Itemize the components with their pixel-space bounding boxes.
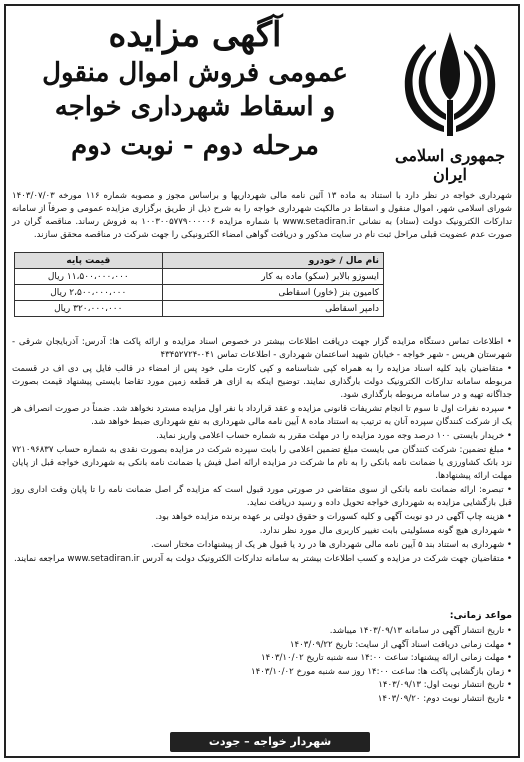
title-line-3: و اسقاط شهرداری خواجه <box>54 92 336 122</box>
condition-item: • شهرداری هیچ گونه مسئولیتی بابت تغییر کاربری مال مورد نظر ندارد. <box>259 526 512 536</box>
item-price: ۲،۵۰۰،۰۰۰،۰۰۰ ریال <box>15 285 163 301</box>
iran-emblem-icon <box>388 24 512 144</box>
condition-item: • سپرده نفرات اول تا سوم تا انجام تشریفات قانونی مزایده و عقد قرارداد با نفر اول مزایده مسترد نخواهد شد. ضمناً در صورت انصراف هر یک از شرکت کنندگان سپرده آنان به ترتیب به استناد ماده ۸ آیین نامه مالی شهرداری به نفع شهرداری ضبط خواهد شد. <box>12 404 512 427</box>
condition-item: • خریدار بایستی ۱۰۰ درصد وجه مورد مزایده را در مهلت مقرر به شماره حساب اعلامی واریز نماید. <box>156 431 512 441</box>
date-item: • تاریخ انتشار آگهی در سامانه ۱۴۰۳/۰۹/۱۳ میباشد. <box>329 626 512 636</box>
condition-item: • شهرداری به استناد بند ۵ آیین نامه مالی شهرداری ها در رد یا قبول هر یک از پیشنهادات مختار است. <box>151 540 512 550</box>
table-row <box>15 269 384 285</box>
dates-heading: مواعد زمانی: <box>449 610 512 621</box>
items-table <box>14 252 384 317</box>
title-stage: مرحله دوم - نوبت دوم <box>71 131 319 161</box>
item-name: دامپر اسقاطی <box>162 301 383 317</box>
title-block <box>10 10 380 164</box>
header <box>10 10 514 188</box>
condition-item: • هزینه چاپ آگهی در دو نوبت آگهی و کلیه کسورات و حقوق دولتی بر عهده برنده مزایده خواهد بود. <box>155 512 512 522</box>
table-header-row <box>15 253 384 269</box>
date-item: • مهلت زمانی ارائه پیشنهاد: ساعت ۱۴:۰۰ سه شنبه تاریخ ۱۴۰۳/۱۰/۰۲ <box>260 653 512 663</box>
intro-paragraph: شهرداری خواجه در نظر دارد با استناد به ماده ۱۳ آئین نامه مالی شهرداریها و براساس مجوز و مصوبه شماره ۱۱۶ مورخه ۱۴۰۳/۰۷/۰۳ شورای اسلامی شهر، اموال منقول و اسقاط در مالکیت شهرداری خواجه را به شرح ذیل از طریق برگزاری مزایده عمومی و صرفاً از سامانه تدارکات الکترونیک دولت (ستاد) به نشانی www.setadiran.ir با شماره مزایده ۱۰۰۳۰۰۵۷۷۹۰۰۰۰۰۶ به فروش رساند. مناقصه گران در صورت عدم عضویت قبلی مراحل ثبت نام در سایت مذکور و دریافت گواهی امضاء الکترونیکی را جهت شرکت در مناقصه محقق سازند. <box>12 191 513 240</box>
condition-item: • مبلغ تضمین: شرکت کنندگان می بایست مبلغ تضمین اعلامی را بابت سپرده شرکت در مزایده بصورت نقدی به شماره حساب ۷۲۱۰۹۶۸۳۷ نزد بانک کشاورزی یا ضمانت نامه بانکی را به نام ما شرکت در مزایده ارائه اصل فیش یا ضمانت نامه بانکی به شهرداری خواجه قبل از پایان مهلت ارائه پیشنهادها. <box>12 445 512 481</box>
item-name: کامیون بنز (خاور) اسقاطی <box>162 285 383 301</box>
item-price: ۳۲۰،۰۰۰،۰۰۰ ریال <box>15 301 163 317</box>
table-row <box>15 285 384 301</box>
title-main: آگهی مزایده <box>108 15 282 55</box>
table-row <box>15 301 384 317</box>
column-header-price: قیمت پایه <box>15 253 163 269</box>
emblem-caption: جمهوری اسلامی ایران <box>395 146 505 184</box>
dates-list <box>12 625 512 706</box>
column-header-name: نام مال / خودرو <box>162 253 383 269</box>
item-price: ۱۱،۵۰۰،۰۰۰،۰۰۰ ریال <box>15 269 163 285</box>
condition-item: • متقاضیان جهت شرکت در مزایده و کسب اطلاعات بیشتر به سامانه تدارکات الکترونیک دولت به آدرس www.setadiran.ir مراجعه نمایند. <box>13 554 512 564</box>
footer-signature: شهردار خواجه – جودت <box>170 732 370 752</box>
date-item: • تاریخ انتشار نوبت اول: ۱۴۰۳/۰۹/۱۳ <box>378 680 512 690</box>
date-item: • مهلت زمانی دریافت اسناد آگهی از سایت: تاریخ ۱۴۰۳/۰۹/۲۲ <box>289 639 512 650</box>
conditions-list <box>12 336 512 567</box>
date-item: • تاریخ انتشار نوبت دوم: ۱۴۰۳/۰۹/۲۰ <box>377 693 512 704</box>
condition-item: • متقاضیان باید کلیه اسناد مزایده را به همراه کپی شناسنامه و کپی کارت ملی خود پس از امضاء در قالب فایل پی دی اف در قسمت مربوطه سامانه تدارکات الکترونیک دولت بارگذاری نمایند. توضیح اینکه به ازای هر قطعه زمین مورد تقاضا بایستی پیشنهاد قیمت بصورت جداگانه تهیه و در سامانه مربوطه بارگذاری شود. <box>12 364 512 400</box>
condition-item: • اطلاعات تماس دستگاه مزایده گزار جهت دریافت اطلاعات بیشتر در خصوص اسناد مزایده و ارائه پاکت ها: آدرس: آذربایجان شرقی - شهرستان هریس - شهر خواجه - خیابان شهید اساعتمان شهرداری - اطلاعات تماس ۰۴۱-۴۳۴۵۲۷۲۴ <box>12 337 512 360</box>
item-name: ایسوزو بالابر (سکو) ماده به کار <box>162 269 383 285</box>
title-line-2: عمومی فروش اموال منقول <box>42 58 348 88</box>
date-item: • زمان بازگشایی پاکت ها: ساعت ۱۴:۰۰ روز سه شنبه مورخ ۱۴۰۳/۱۰/۰۲ <box>251 666 512 677</box>
condition-item: • تبصره: ارائه ضمانت نامه بانکی از سوی متقاضی در صورتی مورد قبول است که مزایده گر اصل ضمانت نامه را تا پایان وقت اداری روز قبل بازگشایی مزایده به شهرداری خواجه تحویل داده و رسید دریافت نماید. <box>12 485 512 508</box>
